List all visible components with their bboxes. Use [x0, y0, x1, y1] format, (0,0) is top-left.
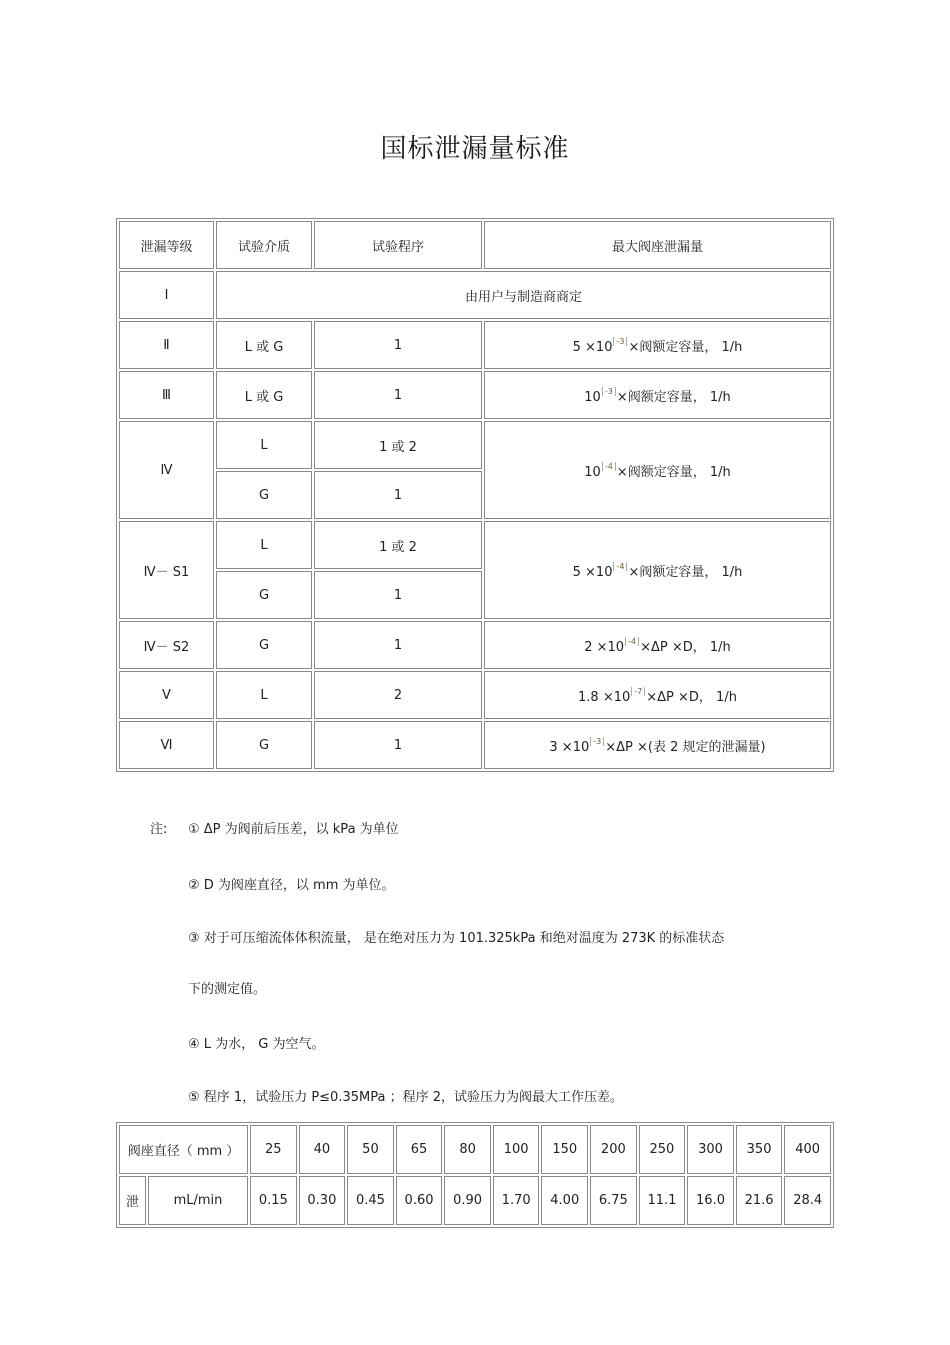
procedure-cell: 1 或 2: [314, 521, 482, 569]
leakage-value-cell: 28.4: [784, 1176, 831, 1225]
procedure-cell: 2: [314, 671, 482, 719]
table-row: [119, 421, 831, 469]
leakage-value-cell: 16.0: [687, 1176, 734, 1225]
table-row: [119, 521, 831, 569]
agreed-cell: 由用户与制造商商定: [216, 271, 831, 319]
exponent: -3: [590, 737, 604, 746]
grade-cell: Ⅰ: [119, 271, 214, 319]
diameter-cell: 50: [347, 1125, 394, 1174]
medium-cell: L 或 G: [216, 371, 312, 419]
exponent: -4: [613, 562, 627, 571]
diameter-cell: 150: [541, 1125, 588, 1174]
grade-cell: Ⅲ: [119, 371, 214, 419]
medium-cell: G: [216, 571, 312, 619]
diameter-cell: 65: [396, 1125, 443, 1174]
header-max-leakage: 最大阀座泄漏量: [484, 221, 831, 269]
leakage-cell: 10 $^{-4}$ ×阀额定容量， 1/h: [484, 421, 831, 519]
procedure-cell: 1: [314, 471, 482, 519]
procedure-cell: 1: [314, 721, 482, 769]
medium-cell: L 或 G: [216, 321, 312, 369]
grade-cell: Ⅳ: [119, 421, 214, 519]
leakage-cell: 2 ×10 $^{-4}$ ×ΔP ×D， 1/h: [484, 621, 831, 669]
exponent: -4: [625, 637, 639, 646]
diameter-cell: 300: [687, 1125, 734, 1174]
diameter-cell: 100: [493, 1125, 540, 1174]
grade-cell: Ⅴ: [119, 671, 214, 719]
note-5: ⑤ 程序 1，试验压力 P≤0.35MPa ；程序 2，试验压力为阀最大工作压差。: [188, 1090, 623, 1105]
note-4: ④ L 为水， G 为空气。: [188, 1037, 325, 1052]
leakage-label-a: 泄: [119, 1176, 146, 1225]
diameter-cell: 200: [590, 1125, 637, 1174]
header-medium: 试验介质: [216, 221, 312, 269]
leakage-value-cell: 0.90: [444, 1176, 491, 1225]
medium-cell: L: [216, 521, 312, 569]
diameter-leakage-table: [116, 1122, 834, 1228]
leakage-unit-label: mL/min: [148, 1176, 248, 1225]
leakage-cell: 3 ×10 $^{-3}$ ×ΔP ×(表 2 规定的泄漏量): [484, 721, 831, 769]
grade-cell: Ⅳ－ S1: [119, 521, 214, 619]
table-row: [119, 671, 831, 719]
diameter-row: [119, 1125, 831, 1174]
procedure-cell: 1: [314, 321, 482, 369]
leakage-value-cell: 0.30: [299, 1176, 346, 1225]
header-procedure: 试验程序: [314, 221, 482, 269]
medium-cell: G: [216, 621, 312, 669]
leakage-cell: 5 ×10 $^{-4}$ ×阀额定容量， 1/h: [484, 521, 831, 619]
exponent: -3: [602, 387, 616, 396]
note-2: ② D 为阀座直径，以 mm 为单位。: [188, 878, 395, 893]
leakage-value-cell: 0.15: [250, 1176, 297, 1225]
diameter-cell: 250: [639, 1125, 686, 1174]
leakage-value-cell: 1.70: [493, 1176, 540, 1225]
medium-cell: L: [216, 671, 312, 719]
notes-label: 注:: [150, 822, 168, 837]
leakage-value-cell: 0.60: [396, 1176, 443, 1225]
procedure-cell: 1: [314, 371, 482, 419]
medium-cell: L: [216, 421, 312, 469]
grade-cell: Ⅵ: [119, 721, 214, 769]
leakage-cell: 5 ×10 $^{-3}$ ×阀额定容量， 1/h: [484, 321, 831, 369]
table-row: [119, 321, 831, 369]
header-grade: 泄漏等级: [119, 221, 214, 269]
note-3: ③ 对于可压缩流体体积流量， 是在绝对压力为 101.325kPa 和绝对温度为 273K 的标准状态: [188, 931, 725, 946]
note-3-continued: 下的测定值。: [188, 982, 267, 997]
table-row: [119, 271, 831, 319]
leakage-cell: 10 $^{-3}$ ×阀额定容量， 1/h: [484, 371, 831, 419]
procedure-cell: 1: [314, 621, 482, 669]
grade-cell: Ⅳ－ S2: [119, 621, 214, 669]
medium-cell: G: [216, 721, 312, 769]
grade-cell: Ⅱ: [119, 321, 214, 369]
table-row: [119, 721, 831, 769]
leakage-value-cell: 21.6: [736, 1176, 783, 1225]
diameter-cell: 400: [784, 1125, 831, 1174]
leakage-value-cell: 11.1: [639, 1176, 686, 1225]
diameter-cell: 40: [299, 1125, 346, 1174]
diameter-cell: 25: [250, 1125, 297, 1174]
note-1: ① ΔP 为阀前后压差，以 kPa 为单位: [188, 822, 399, 837]
procedure-cell: 1: [314, 571, 482, 619]
procedure-cell: 1 或 2: [314, 421, 482, 469]
exponent: -4: [602, 462, 616, 471]
page-title: 国标泄漏量标准: [380, 134, 570, 164]
table-row: [119, 371, 831, 419]
exponent: -7: [631, 687, 645, 696]
leakage-value-cell: 0.45: [347, 1176, 394, 1225]
medium-cell: G: [216, 471, 312, 519]
leakage-value-cell: 6.75: [590, 1176, 637, 1225]
leakage-value-cell: 4.00: [541, 1176, 588, 1225]
leakage-class-table: [116, 218, 834, 772]
diameter-cell: 80: [444, 1125, 491, 1174]
leakage-cell: 1.8 ×10 $^{-7}$ ×ΔP ×D， 1/h: [484, 671, 831, 719]
leakage-row: [119, 1176, 831, 1225]
table-row: [119, 621, 831, 669]
exponent: -3: [613, 337, 627, 346]
diameter-cell: 350: [736, 1125, 783, 1174]
diameter-label: 阀座直径（ mm ）: [119, 1125, 248, 1174]
table-header-row: [119, 221, 831, 269]
